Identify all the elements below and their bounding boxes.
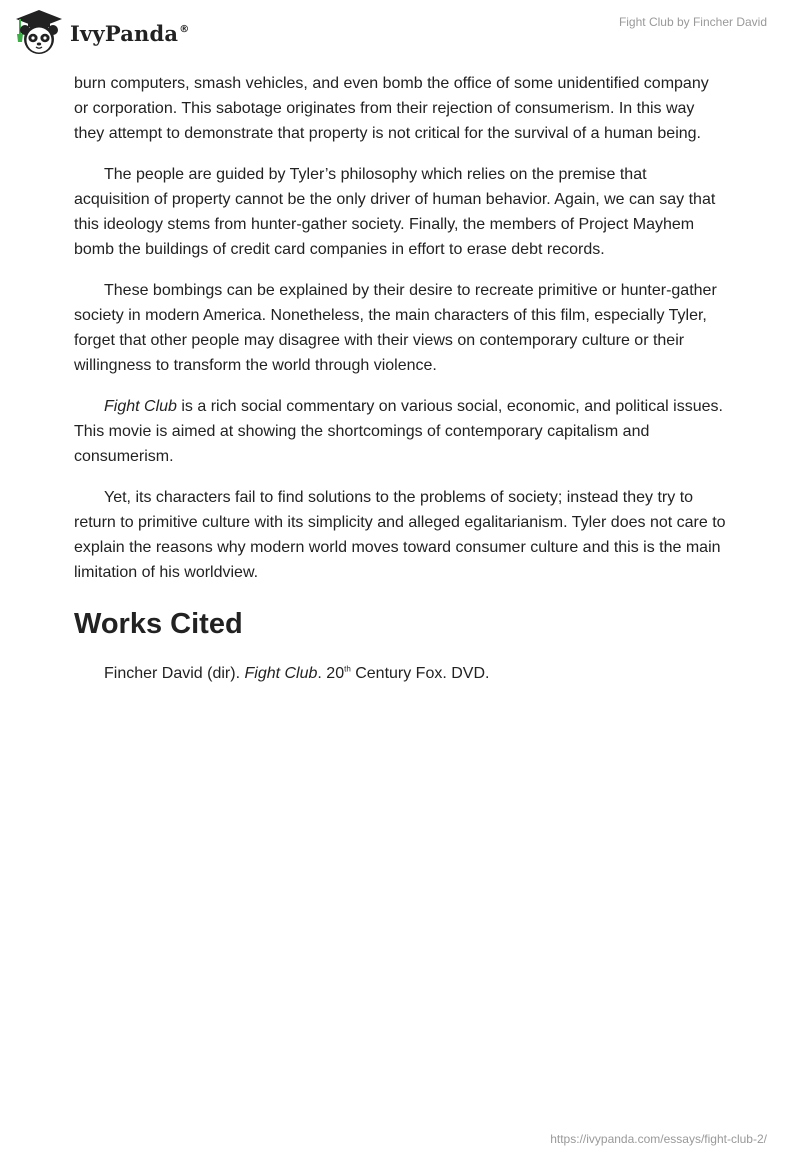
registered-mark: ® — [179, 23, 190, 35]
citation-after-title: . 20 — [317, 665, 345, 682]
panda-graduate-icon — [14, 8, 64, 56]
body-paragraph-1: burn computers, smash vehicles, and even bomb the office of some unidentified company or corporation. This sabotage originates from their rejection of consumerism. In this way they attempt to demonstrate that property is not critical for the survival of a human being. — [74, 75, 709, 142]
citation-superscript: th — [344, 664, 351, 674]
film-title-italic: Fight Club — [104, 398, 177, 415]
document-title: Fight Club by Fincher David — [618, 15, 767, 29]
source-url-link[interactable]: https://ivypanda.com/essays/fight-club-2/ — [550, 1132, 767, 1146]
works-cited-heading: Works Cited — [74, 608, 243, 640]
page-header — [0, 0, 800, 70]
citation-rest: Century Fox. DVD. — [350, 665, 490, 682]
body-paragraph-3: These bombings can be explained by their desire to recreate primitive or hunter-gather society in modern America. Nonetheless, the main characters of this film, especially Tyler, forget that other people may disagree with their views on contemporary culture or their willingness to transform the world through violence. — [74, 282, 717, 374]
citation-entry — [74, 661, 726, 686]
ivypanda-logo[interactable] — [14, 8, 189, 56]
essay-content — [74, 71, 726, 686]
body-paragraph-5: Yet, its characters fail to find solutions to the problems of society; instead they try to return to primitive culture with its simplicity and alleged egalitarianism. Tyler does not care to explain the reasons why modern world moves toward consumer culture and this is the main limitation of his worldview. — [74, 489, 726, 581]
body-paragraph-2: The people are guided by Tyler’s philosophy which relies on the premise that acquisition of property cannot be the only driver of human behavior. Again, we can say that this ideology stems from hunter-gather society. Finally, the members of Project Mayhem bomb the buildings of credit card companies in effort to erase debt records. — [74, 166, 716, 258]
citation-title: Fight Club — [244, 665, 318, 682]
body-paragraph-4 — [74, 394, 726, 469]
citation-author: Fincher David (dir). — [104, 665, 245, 682]
brand-name: IvyPanda® — [70, 20, 190, 46]
paragraph-4-text: is a rich social commentary on various social, economic, and political issues. This movie is aimed at showing the shortcomings of contemporary capitalism and consumerism. — [74, 398, 723, 465]
